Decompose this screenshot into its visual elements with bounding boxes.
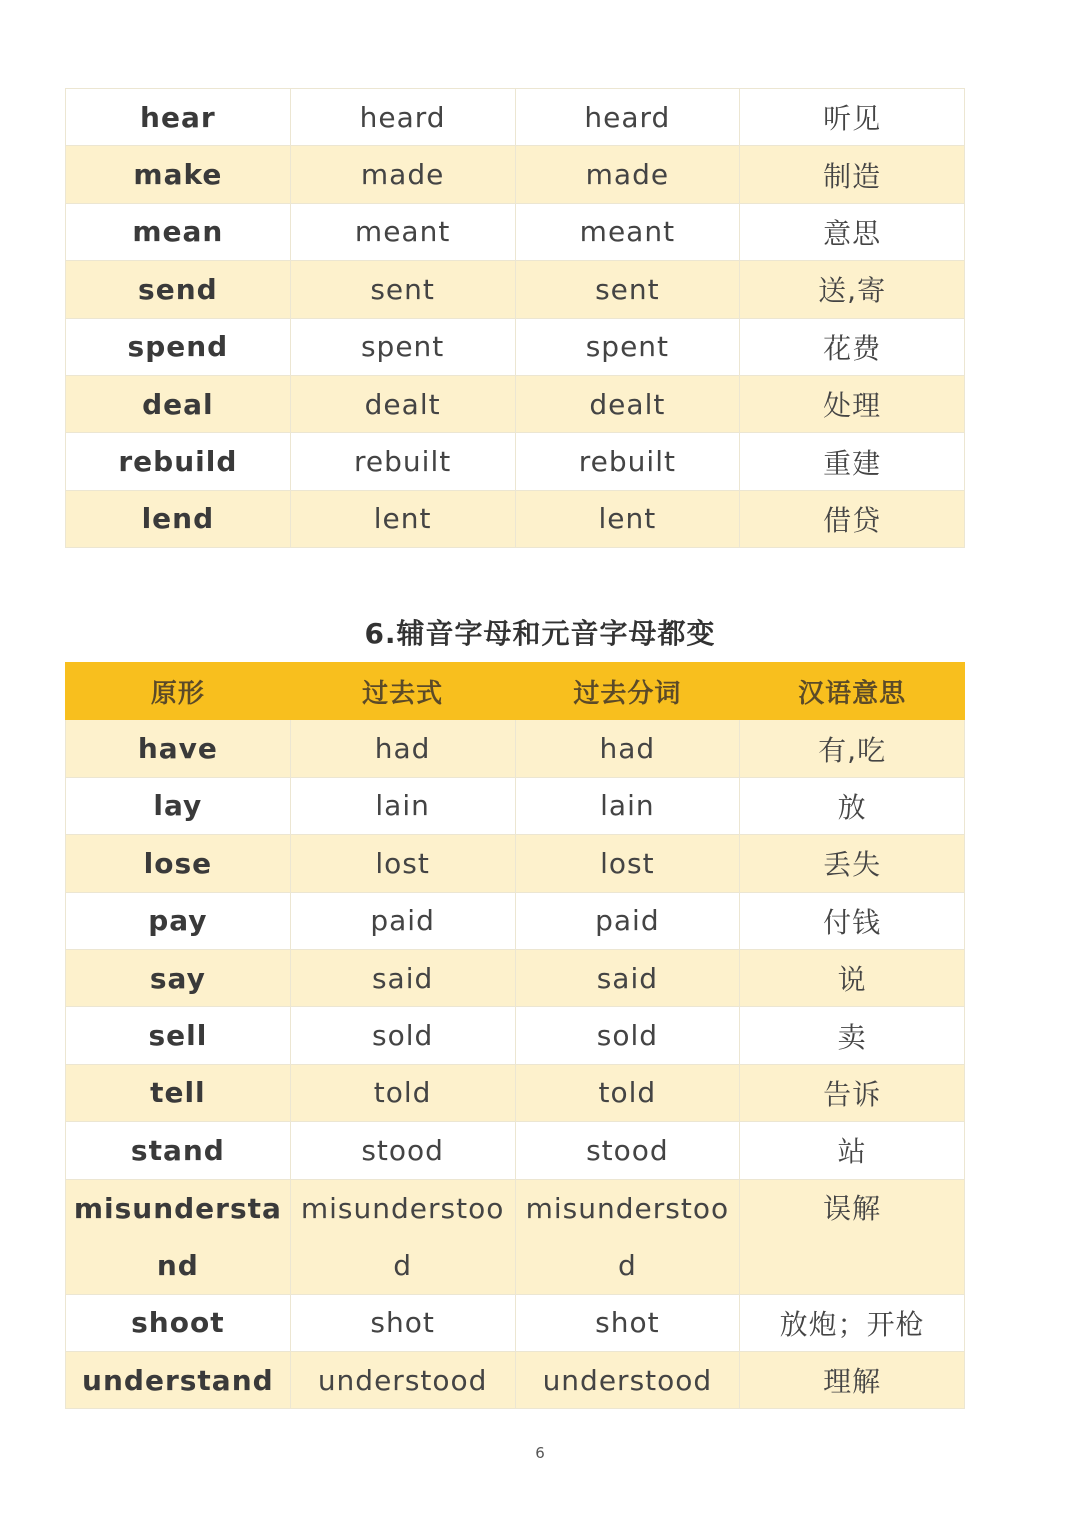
section-title: 6.辅音字母和元音字母都变 <box>364 617 716 650</box>
past-tense-cell: lent <box>290 490 515 547</box>
past-participle-cell: told <box>515 1064 740 1121</box>
past-tense-cell: made <box>290 146 515 203</box>
base-form-cell: spend <box>66 318 291 375</box>
base-form-cell: understand <box>66 1351 291 1408</box>
table-row <box>66 835 965 892</box>
meaning-cell: 处理 <box>740 375 965 432</box>
base-form-cell: lose <box>66 835 291 892</box>
past-tense-cell: stood <box>290 1122 515 1179</box>
meaning-cell: 有,吃 <box>740 720 965 777</box>
table-row <box>66 89 965 146</box>
table-row <box>66 261 965 318</box>
past-tense-cell: heard <box>290 89 515 146</box>
past-tense-cell: lain <box>290 777 515 834</box>
table-row <box>66 1064 965 1121</box>
meaning-cell: 站 <box>740 1122 965 1179</box>
table-row <box>66 1351 965 1408</box>
table-row <box>66 318 965 375</box>
meaning-cell: 重建 <box>740 433 965 490</box>
header-past-tense: 过去式 <box>290 663 515 720</box>
past-participle-cell: sold <box>515 1007 740 1064</box>
past-participle-cell: lost <box>515 835 740 892</box>
base-form-cell: have <box>66 720 291 777</box>
base-form-cell: say <box>66 949 291 1006</box>
past-participle-cell: had <box>515 720 740 777</box>
meaning-cell: 放 <box>740 777 965 834</box>
past-tense-cell: sent <box>290 261 515 318</box>
past-participle-cell <box>515 1179 740 1294</box>
past-tense-cell <box>290 1179 515 1294</box>
past-participle-cell: rebuilt <box>515 433 740 490</box>
past-participle-text: misunderstood <box>525 1191 730 1282</box>
past-tense-cell: rebuilt <box>290 433 515 490</box>
table-header-row <box>66 663 965 720</box>
table-row <box>66 1179 965 1294</box>
base-form-cell: lend <box>66 490 291 547</box>
table-row <box>66 1007 965 1064</box>
meaning-cell: 听见 <box>740 89 965 146</box>
base-form-cell: sell <box>66 1007 291 1064</box>
past-tense-cell: sold <box>290 1007 515 1064</box>
base-form-cell: stand <box>66 1122 291 1179</box>
meaning-cell: 借贷 <box>740 490 965 547</box>
past-participle-cell: meant <box>515 203 740 260</box>
past-tense-cell: meant <box>290 203 515 260</box>
past-participle-cell: shot <box>515 1294 740 1351</box>
base-form-cell: tell <box>66 1064 291 1121</box>
meaning-cell: 送,寄 <box>740 261 965 318</box>
meaning-cell: 意思 <box>740 203 965 260</box>
table-row <box>66 433 965 490</box>
table-row <box>66 203 965 260</box>
base-form-cell: send <box>66 261 291 318</box>
base-form-text: misunderstand <box>73 1191 282 1282</box>
base-form-cell: lay <box>66 777 291 834</box>
past-tense-cell: dealt <box>290 375 515 432</box>
past-participle-cell: heard <box>515 89 740 146</box>
past-participle-cell: dealt <box>515 375 740 432</box>
table-row <box>66 375 965 432</box>
base-form-cell: shoot <box>66 1294 291 1351</box>
meaning-cell: 花费 <box>740 318 965 375</box>
base-form-cell: deal <box>66 375 291 432</box>
table-row <box>66 1294 965 1351</box>
meaning-cell: 放炮；开枪 <box>740 1294 965 1351</box>
header-meaning: 汉语意思 <box>740 663 965 720</box>
verb-table-2 <box>65 662 965 1409</box>
meaning-cell: 丢失 <box>740 835 965 892</box>
table-row <box>66 1122 965 1179</box>
meaning-cell: 告诉 <box>740 1064 965 1121</box>
past-participle-cell: stood <box>515 1122 740 1179</box>
past-tense-cell: paid <box>290 892 515 949</box>
past-tense-cell: said <box>290 949 515 1006</box>
past-participle-cell: spent <box>515 318 740 375</box>
past-tense-cell: shot <box>290 1294 515 1351</box>
past-tense-cell: lost <box>290 835 515 892</box>
base-form-cell: hear <box>66 89 291 146</box>
past-participle-cell: lent <box>515 490 740 547</box>
meaning-cell: 制造 <box>740 146 965 203</box>
table-row <box>66 490 965 547</box>
meaning-cell: 说 <box>740 949 965 1006</box>
base-form-cell <box>66 1179 291 1294</box>
table-row <box>66 892 965 949</box>
meaning-text: 误解 <box>823 1191 882 1225</box>
past-tense-cell: told <box>290 1064 515 1121</box>
base-form-cell: make <box>66 146 291 203</box>
past-tense-text: misunderstood <box>300 1191 505 1282</box>
meaning-cell: 卖 <box>740 1007 965 1064</box>
past-tense-cell: spent <box>290 318 515 375</box>
table-row <box>66 777 965 834</box>
table-row <box>66 146 965 203</box>
meaning-cell: 理解 <box>740 1351 965 1408</box>
past-participle-cell: made <box>515 146 740 203</box>
base-form-cell: mean <box>66 203 291 260</box>
past-participle-cell: lain <box>515 777 740 834</box>
meaning-cell <box>740 1179 965 1294</box>
past-participle-cell: sent <box>515 261 740 318</box>
table-row <box>66 949 965 1006</box>
past-participle-cell: said <box>515 949 740 1006</box>
verb-table-1 <box>65 88 965 548</box>
past-tense-cell: understood <box>290 1351 515 1408</box>
meaning-cell: 付钱 <box>740 892 965 949</box>
header-past-participle: 过去分词 <box>515 663 740 720</box>
header-base-form: 原形 <box>66 663 291 720</box>
past-participle-cell: understood <box>515 1351 740 1408</box>
base-form-cell: pay <box>66 892 291 949</box>
page-number: 6 <box>535 1444 545 1462</box>
past-tense-cell: had <box>290 720 515 777</box>
past-participle-cell: paid <box>515 892 740 949</box>
table-row <box>66 720 965 777</box>
base-form-cell: rebuild <box>66 433 291 490</box>
